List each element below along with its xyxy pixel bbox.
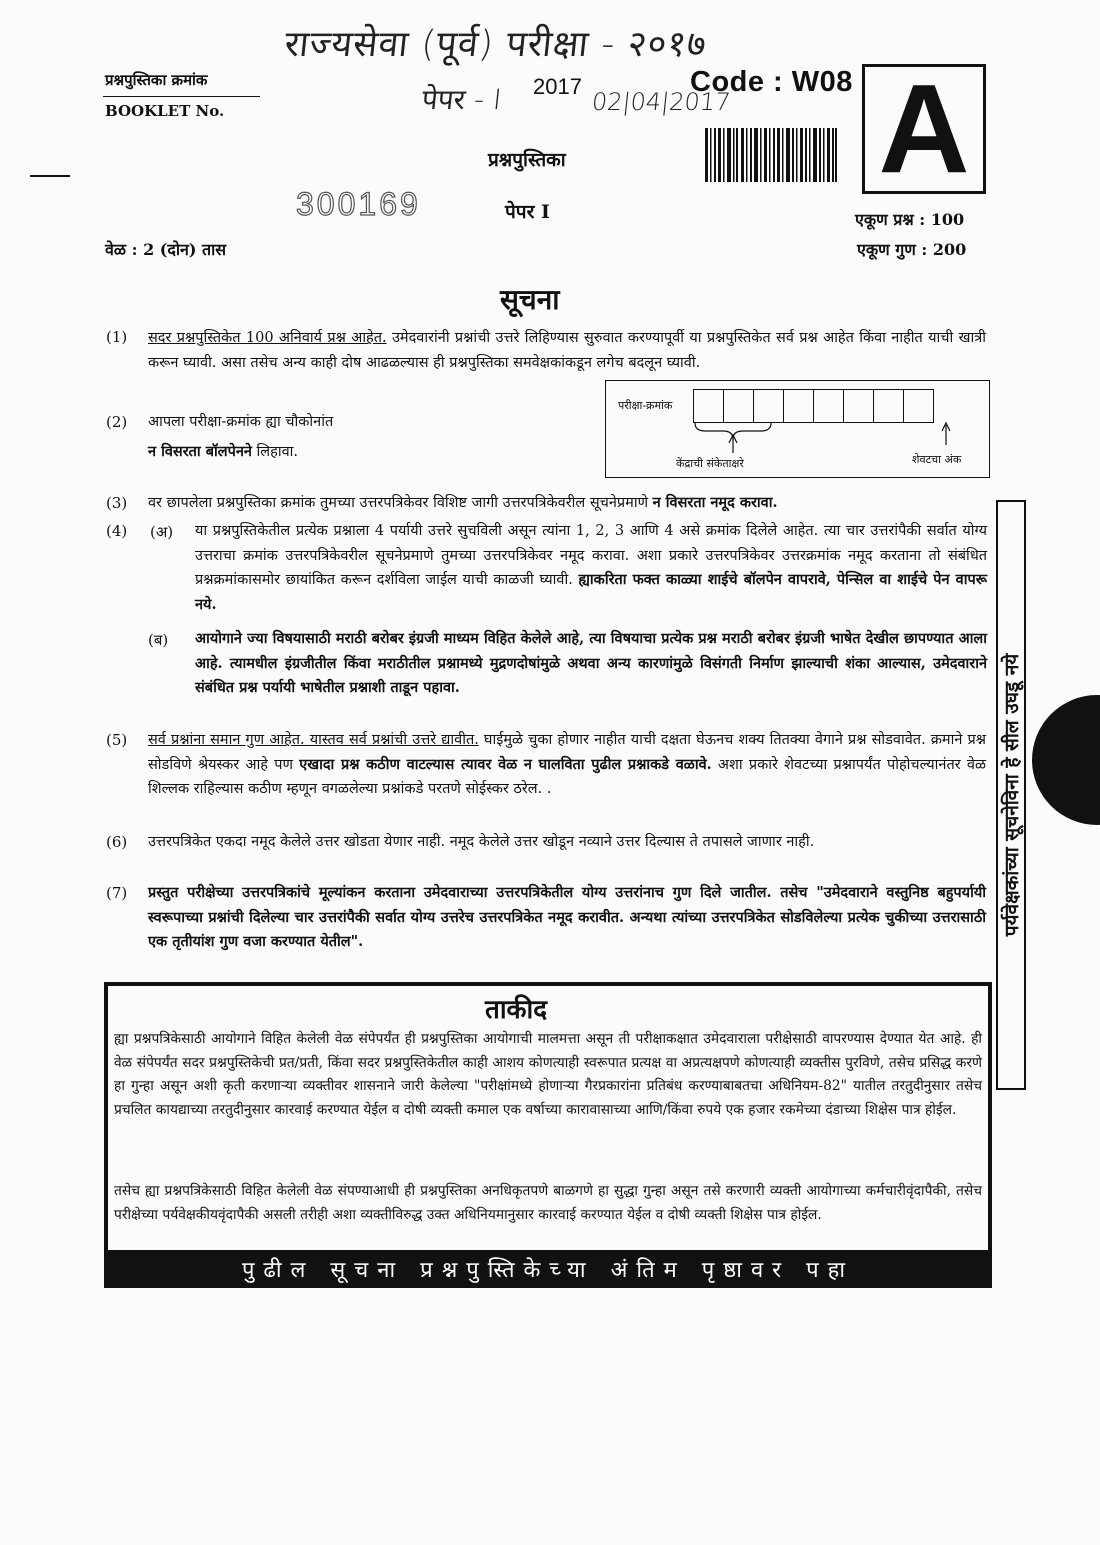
punch-hole bbox=[1032, 695, 1100, 825]
roll-cell[interactable] bbox=[904, 390, 934, 422]
last-digit-label: शेवटचा अंक bbox=[912, 453, 962, 466]
footer-banner-text: पुढील सूचना प्रश्नपुस्तिकेच्या अंतिम पृष्ठावर पहा bbox=[241, 1258, 855, 1283]
handwritten-paper: पेपर - I bbox=[420, 83, 504, 116]
item-4b-label: (ब) bbox=[148, 631, 169, 649]
item-5-after: अशा प्रकारे शेवटच्या प्रश्नापर्यंत पोहोचल्यानंतर वेळ शिल्लक राहिल्यास कठीण म्हणून वगळलेल्या प्रश्नांकडे परतणे सोईस्कर ठरेल. . bbox=[148, 756, 986, 797]
booklet-label-mr: प्रश्नपुस्तिका क्रमांक bbox=[105, 71, 208, 89]
item-7-text: प्रस्तुत परीक्षेच्या उत्तरपत्रिकांचे मूल्यांकन करताना उमेदवाराच्या उत्तरपत्रिकेतील योग्य उत्तरांनाच गुण दिले जातील. तसेच "उमेदवाराने वस्तुनिष्ठ बहुपर्यायी स्वरूपाच्या प्रश्नांची दिलेल्या चार उत्तरांपैकी सर्वात योग्य उत्तरेच उत्तरपत्रिकेत नमूद करावीत. अन्यथा त्यांच्या उत्तरपत्रिकेत सोडविलेल्या प्रत्येक चुकीच्या उत्तरासाठी एक तृतीयांश गुण वजा करण्यात येतील". bbox=[148, 884, 986, 950]
item-1-number: (1) bbox=[106, 328, 128, 346]
side-strip bbox=[996, 500, 1026, 1090]
roll-cell[interactable] bbox=[874, 390, 904, 422]
item-6-number: (6) bbox=[106, 833, 128, 851]
item-3-number: (3) bbox=[106, 494, 128, 512]
item-2-bold: न विसरता बॉलपेनने bbox=[148, 443, 252, 460]
item-4a-label: (अ) bbox=[150, 523, 174, 541]
item-4a-bold: ह्याकरिता फक्त काळ्या शाईचे बॉलपेन वापरावे, पेन्सिल वा शाईचे पेन वापरू नये. bbox=[195, 571, 987, 613]
roll-cell[interactable] bbox=[724, 390, 754, 422]
item-1-underlined: सदर प्रश्नपुस्तिकेत 100 अनिवार्य प्रश्न आहेत. bbox=[148, 330, 387, 346]
roll-cell[interactable] bbox=[754, 390, 784, 422]
paper-label: पेपर I bbox=[505, 201, 550, 223]
warning-para-2: तसेच ह्या प्रश्नपत्रिकेसाठी विहित केलेली वेळ संपण्याआधी ही प्रश्नपुस्तिका अनधिकृतपणे बाळगणे हा सुद्धा गुन्हा असून तसे करणारी व्यक्ती आयोगाच्या कर्मचारीवृंदापैकी, तसेच परीक्षेच्या पर्यवेक्षकीयवृंदापैकी असली तरीही अशा व्यक्तीविरुद्ध उक्त अधिनियमानुसार कारवाई करण्यात येईल व दोषी व्यक्ती शिक्षेस पात्र होईल. bbox=[114, 1183, 982, 1223]
item-4-number: (4) bbox=[106, 522, 128, 540]
roll-cell[interactable] bbox=[844, 390, 874, 422]
roll-cell[interactable] bbox=[694, 390, 724, 422]
item-5-underlined: सर्व प्रश्नांना समान गुण आहेत. यास्तव सर्व प्रश्नांची उत्तरे द्यावीत. bbox=[148, 732, 479, 748]
roll-cell[interactable] bbox=[814, 390, 844, 422]
warning-para-1: ह्या प्रश्नपत्रिकेसाठी आयोगाने विहित केलेली वेळ संपेपर्यंत ही प्रश्नपुस्तिका आयोगाची मालमत्ता असून ती परीक्षाकक्षात उमेदवाराला परीक्षेसाठी वापरण्यास देण्यात येत आहे. ही वेळ संपेपर्यंत सदर प्रश्नपुस्तिकेची प्रत/प्रती, किंवा सदर प्रश्नपुस्तिकेतील काही आशय कोणत्याही स्वरूपात प्रत्यक्ष वा अप्रत्यक्षपणे कोणत्याही व्यक्तीस पुरविणे, तसेच प्रसिद्ध करणे हा गुन्हा असून अशी कृती करणाऱ्या व्यक्तीवर शासनाने जारी केलेल्या "परीक्षांमध्ये होणाऱ्या गैरप्रकारांना प्रतिबंध करण्याबाबतचा अधिनियम-82" यातील तरतुदीनुसार तसेच प्रचलित कायद्याच्या तरतुदीनुसार कारवाई करण्यात येईल व दोषी व्यक्ती कमाल एक वर्षाच्या कारावासाच्या आणि/किंवा रुपये एक हजार रकमेच्या दंडाच्या शिक्षेस पात्र होईल. bbox=[114, 1031, 982, 1118]
duration: वेळ : 2 (दोन) तास bbox=[105, 240, 227, 259]
item-3-bold: न विसरता नमूद करावा. bbox=[652, 494, 778, 511]
barcode bbox=[705, 128, 837, 182]
margin-mark bbox=[30, 175, 70, 177]
item-6-text: उत्तरपत्रिकेत एकदा नमूद केलेले उत्तर खोडता येणार नाही. नमूद केलेले उत्तर खोडून नव्याने उत्तर दिल्यास ते तपासले जाणार नाही. bbox=[148, 834, 815, 850]
item-1-text bbox=[148, 326, 986, 375]
total-questions: एकूण प्रश्न : 100 bbox=[855, 210, 965, 229]
handwritten-date: 02|04|2017 bbox=[590, 88, 732, 116]
item-2-line2 bbox=[148, 440, 588, 465]
booklet-label-en: BOOKLET No. bbox=[105, 102, 225, 120]
item-4a-body: या प्रश्नपुस्तिकेतील प्रत्येक प्रश्नाला 4 पर्यायी उत्तरे सुचविली असून त्यांना 1, 2, 3 आणि 4 असे क्रमांक दिलेले आहेत. त्या चार उत्तरांपैकी सर्वात योग्य उत्तराचा क्रमांक उत्तरपत्रिकेवरील सूचनेप्रमाणे तुमच्या उत्तरपत्रिकेवर नमूद करावा. अशा प्रकारे उत्तरपत्रिकेवर उत्तरक्रमांक नमूद करताना तो संबंधित प्रश्नक्रमांकासमोर छायांकित करून दर्शविला जाईल याची काळजी घ्यावी. bbox=[195, 523, 987, 588]
side-strip-text: पर्यवेक्षकांच्या सूचनेविना हे सील उघडू नये bbox=[1001, 653, 1023, 937]
code: Code : W08 bbox=[690, 66, 853, 98]
item-5-text bbox=[148, 728, 986, 802]
item-1-body: उमेदवारांनी प्रश्नांची उत्तरे लिहिण्यास सुरुवात करण्यापूर्वी या प्रश्नपुस्तिकेत सर्व प्रश्न आहेत किंवा नाहीत याची खात्री करून घ्यावी. असा तसेच अन्य काही दोष आढळल्यास ही प्रश्नपुस्तिका समवेक्षकांकडून लगेच बदलून घ्यावी. bbox=[148, 330, 986, 371]
roll-cell[interactable] bbox=[784, 390, 814, 422]
booklet-number: 300169 bbox=[296, 186, 421, 222]
center-code-label: केंद्राची संकेताक्षरे bbox=[676, 457, 744, 470]
item-5-number: (5) bbox=[106, 731, 128, 749]
item-2-text: आपला परीक्षा-क्रमांक ह्या चौकोनांत bbox=[148, 414, 334, 430]
item-7-number: (7) bbox=[106, 884, 128, 902]
handwritten-exam-title: राज्यसेवा (पूर्व) परीक्षा - २०१७ bbox=[282, 24, 709, 65]
item-2-number: (2) bbox=[106, 413, 128, 431]
item-3-body: वर छापलेला प्रश्नपुस्तिका क्रमांक तुमच्या उत्तरपत्रिकेवर विशिष्ट जागी उत्तरपत्रिकेवरील सूचनेप्रमाणे bbox=[148, 495, 653, 511]
roll-number-label: परीक्षा-क्रमांक bbox=[618, 399, 673, 412]
year: 2017 bbox=[533, 74, 582, 99]
item-4a-text bbox=[195, 519, 987, 617]
roll-number-cells bbox=[693, 389, 934, 423]
footer-banner bbox=[104, 1250, 992, 1288]
total-marks: एकूण गुण : 200 bbox=[857, 240, 967, 259]
booklet-label-underline bbox=[103, 96, 260, 97]
series-box bbox=[862, 58, 986, 199]
booklet-title: प्रश्नपुस्तिका bbox=[488, 149, 566, 171]
series-letter: A bbox=[878, 58, 970, 199]
warning-title: ताकीद bbox=[485, 995, 548, 1025]
item-3-text bbox=[148, 491, 993, 516]
item-5-body: घाईमुळे चुका होणार नाहीत याची दक्षता घेऊनच शक्य तितक्या वेगाने प्रश्न सोडवावेत. क्रमाने प्रश्न सोडविणे श्रेयस्कर आहे पण bbox=[148, 732, 986, 773]
item-4b-text: आयोगाने ज्या विषयासाठी मराठी बरोबर इंग्रजी माध्यम विहित केलेले आहे, त्या विषयाचा प्रत्येक प्रश्न मराठी बरोबर इंग्रजी भाषेत देखील छापण्यात आला आहे. त्यामधील इंग्रजीतील किंवा मराठीतील प्रश्नामध्ये मुद्रणदोषांमुळे अथवा अन्य कारणांमुळे विसंगती निर्माण झाल्याची शंका आल्यास, उमेदवाराने संबंधित प्रश्न पर्यायी भाषेतील प्रश्नाशी ताडून पहावा. bbox=[195, 630, 987, 696]
item-2-after: लिहावा. bbox=[251, 444, 298, 460]
instructions-title: सूचना bbox=[500, 283, 560, 316]
item-5-bold: एखादा प्रश्न कठीण वाटल्यास त्यावर वेळ न घालविता पुढील प्रश्नाकडे वळावे. bbox=[299, 755, 712, 773]
